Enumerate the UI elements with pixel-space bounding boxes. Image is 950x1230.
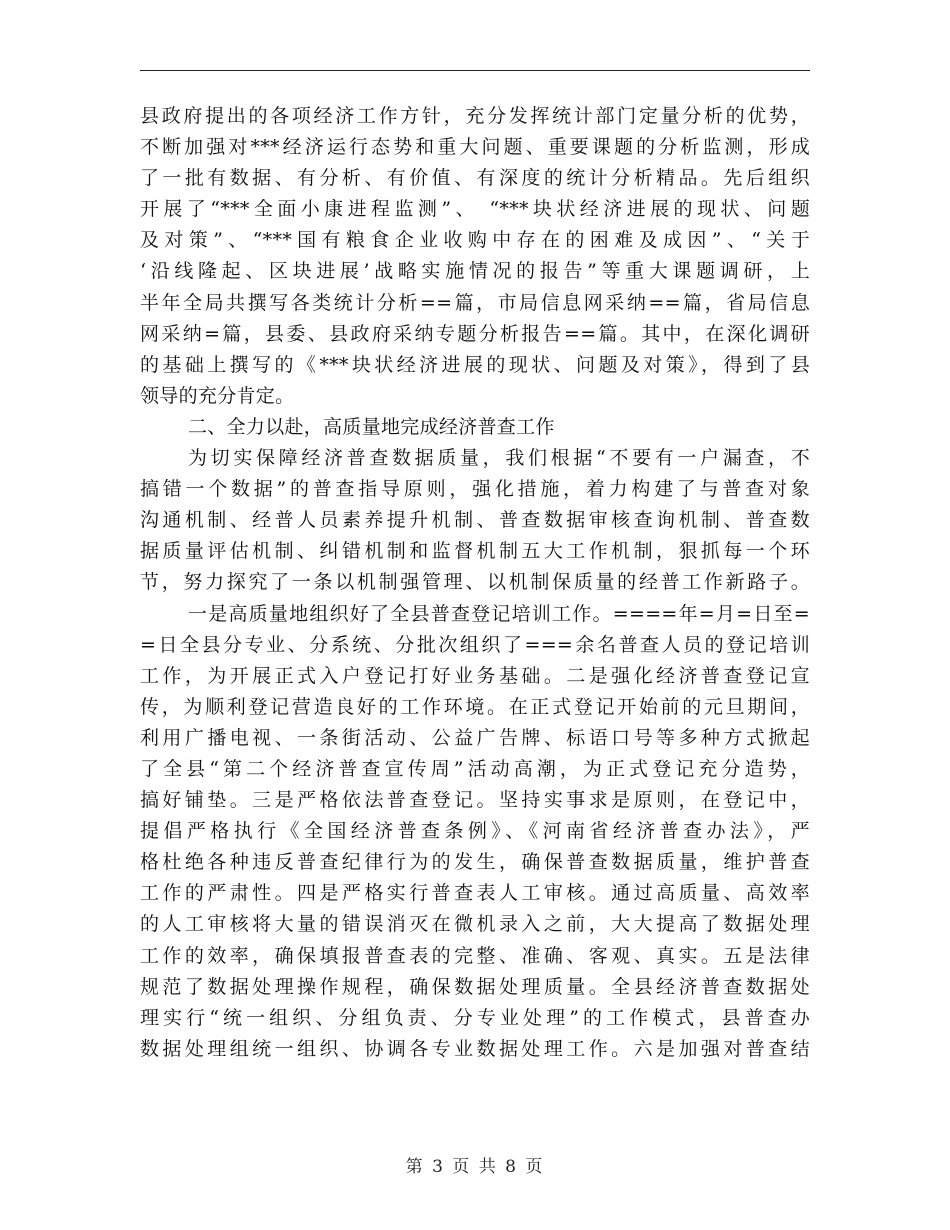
text-line: 半年全局共撰写各类统计分析==篇，市局信息网采纳==篇，省局信息 [140, 291, 810, 314]
section-heading: 二、全力以赴，高质量地完成经济普查工作 [188, 415, 555, 438]
text-line: 了全县“第二个经济普查宣传周”活动高潮，为正式登记充分造势， [140, 757, 810, 780]
text-line: ‘沿线隆起、区块进展’战略实施情况的报告”等重大课题调研，上 [140, 260, 810, 283]
text-line: 提倡严格执行《全国经济普查条例》、《河南省经济普查办法》，严 [140, 820, 810, 843]
text-line: 一是高质量地组织好了全县普查登记培训工作。====年=月=日至= [188, 602, 810, 625]
text-line: 的基础上撰写的《***块状经济进展的现状、问题及对策》，得到了县 [140, 353, 810, 376]
text-line: 的人工审核将大量的错误消灭在微机录入之前，大大提高了数据处理 [140, 913, 810, 936]
text-line: 沟通机制、经普人员素养提升机制、普查数据审核查询机制、普查数 [140, 509, 810, 532]
text-line: 规范了数据处理操作规程，确保数据处理质量。全县经济普查数据处 [140, 975, 810, 998]
page-number: 第 3 页 共 8 页 [405, 1157, 545, 1177]
text-line: 领导的充分肯定。 [140, 384, 295, 407]
text-line: 据质量评估机制、纠错机制和监督机制五大工作机制，狠抓每一个环 [140, 540, 810, 563]
text-line: 利用广播电视、一条街活动、公益广告牌、标语口号等多种方式掀起 [140, 726, 810, 749]
text-line: 传，为顺利登记营造良好的工作环境。在正式登记开始前的元旦期间， [140, 695, 810, 718]
text-line: 理实行“统一组织、分组负责、分专业处理”的工作模式，县普查办 [140, 1006, 810, 1029]
body-text [140, 101, 810, 1065]
text-line: 了一批有数据、有分析、有价值、有深度的统计分析精品。先后组织 [140, 167, 810, 190]
text-line: 不断加强对***经济运行态势和重大问题、重要课题的分析监测，形成 [140, 136, 810, 159]
text-line: 及对策”、“***国有粮食企业收购中存在的困难及成因”、“关于 [140, 229, 810, 252]
text-line: 网采纳=篇，县委、县政府采纳专题分析报告==篇。其中，在深化调研 [140, 322, 810, 345]
text-line: 格杜绝各种违反普查纪律行为的发生，确保普查数据质量，维护普查 [140, 851, 810, 874]
text-line: 工作，为开展正式入户登记打好业务基础。二是强化经济普查登记宣 [140, 664, 810, 687]
text-line: 搞错一个数据”的普查指导原则，强化措施，着力构建了与普查对象 [140, 478, 810, 501]
text-line: 工作的效率，确保填报普查表的完整、准确、客观、真实。五是法律 [140, 944, 810, 967]
header-rule [140, 70, 810, 71]
text-line: 工作的严肃性。四是严格实行普查表人工审核。通过高质量、高效率 [140, 882, 810, 905]
text-line: =日全县分专业、分系统、分批次组织了===余名普查人员的登记培训 [140, 633, 810, 656]
text-line: 开展了“***全面小康进程监测”、 “***块状经济进展的现状、问题 [140, 198, 810, 221]
text-line: 数据处理组统一组织、协调各专业数据处理工作。六是加强对普查结 [140, 1037, 810, 1060]
text-line: 为切实保障经济普查数据质量，我们根据“不要有一户漏查，不 [188, 447, 810, 470]
text-line: 节，努力探究了一条以机制强管理、以机制保质量的经普工作新路子。 [140, 571, 810, 594]
text-line: 县政府提出的各项经济工作方针，充分发挥统计部门定量分析的优势， [140, 105, 810, 127]
text-line: 搞好铺垫。三是严格依法普查登记。坚持实事求是原则，在登记中， [140, 789, 810, 812]
